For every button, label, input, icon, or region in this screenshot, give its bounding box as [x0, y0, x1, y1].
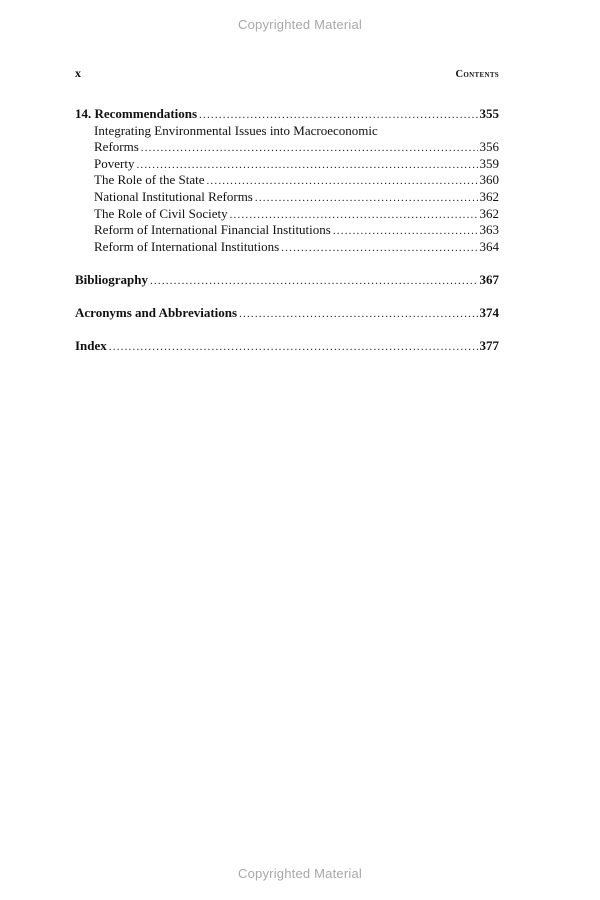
dot-leader [141, 140, 478, 157]
toc-entry-page: 367 [479, 271, 499, 287]
dot-leader [109, 339, 478, 356]
toc-entry-role-of-civil-society[interactable] [75, 206, 499, 223]
toc-entry-page: 377 [479, 338, 499, 354]
toc-entry-page: 355 [479, 106, 499, 121]
toc-entry-chapter-14[interactable] [75, 106, 499, 123]
toc-entry-title: The Role of the State [94, 172, 205, 188]
toc-entry-page: 363 [479, 222, 499, 238]
toc-entry-poverty[interactable] [75, 156, 499, 173]
copyright-watermark-bottom: Copyrighted Material [238, 866, 362, 881]
toc-entry-title: National Institutional Reforms [94, 188, 253, 204]
toc-entry-title: 14. Recommendations [75, 106, 198, 121]
table-of-contents [75, 106, 499, 355]
toc-entry-integrating-environmental-issues[interactable] [75, 139, 499, 156]
toc-entry-page: 356 [479, 139, 499, 155]
dot-leader [199, 107, 477, 124]
toc-entry-title: Poverty [94, 155, 135, 171]
spacer [75, 322, 499, 339]
dot-leader [136, 157, 477, 174]
toc-entry-acronyms-and-abbreviations[interactable] [75, 305, 499, 322]
toc-entry-page: 362 [479, 205, 499, 221]
running-head [75, 66, 499, 81]
dot-leader [206, 173, 477, 190]
dot-leader [150, 273, 478, 290]
toc-entry-title: Reform of International Financial Institutions [94, 222, 331, 238]
toc-entry-title: The Role of Civil Society [94, 205, 228, 221]
toc-entry-page: 364 [479, 238, 499, 254]
running-head-title: Contents [455, 69, 499, 80]
toc-entry-title: Index [75, 338, 107, 354]
spacer [75, 255, 499, 272]
dot-leader [333, 223, 478, 240]
dot-leader [239, 306, 477, 323]
toc-entry-page: 360 [479, 172, 499, 188]
page-number: x [75, 66, 81, 80]
toc-entry-title: Reforms [94, 139, 139, 155]
toc-entry-reform-of-international-institutions[interactable] [75, 239, 499, 256]
toc-entry-title: Reform of International Institutions [94, 238, 280, 254]
spacer [75, 289, 499, 306]
toc-entry-national-institutional-reforms[interactable] [75, 189, 499, 206]
dot-leader [255, 190, 478, 207]
toc-entry-bibliography[interactable] [75, 272, 499, 289]
copyright-watermark-top: Copyrighted Material [238, 17, 362, 32]
toc-entry-title: Integrating Environmental Issues into Macroeconomic [94, 122, 378, 138]
toc-entry-page: 374 [479, 305, 499, 321]
dot-leader [230, 207, 478, 224]
dot-leader [281, 240, 477, 257]
toc-entry-index[interactable] [75, 338, 499, 355]
toc-entry-title: Acronyms and Abbreviations [75, 305, 238, 321]
toc-entry-reform-of-international-financial-institutions[interactable] [75, 222, 499, 239]
toc-entry-title: Bibliography [75, 271, 148, 287]
toc-entry-page: 359 [479, 155, 499, 171]
toc-entry-page: 362 [479, 188, 499, 204]
toc-entry-role-of-the-state[interactable] [75, 172, 499, 189]
